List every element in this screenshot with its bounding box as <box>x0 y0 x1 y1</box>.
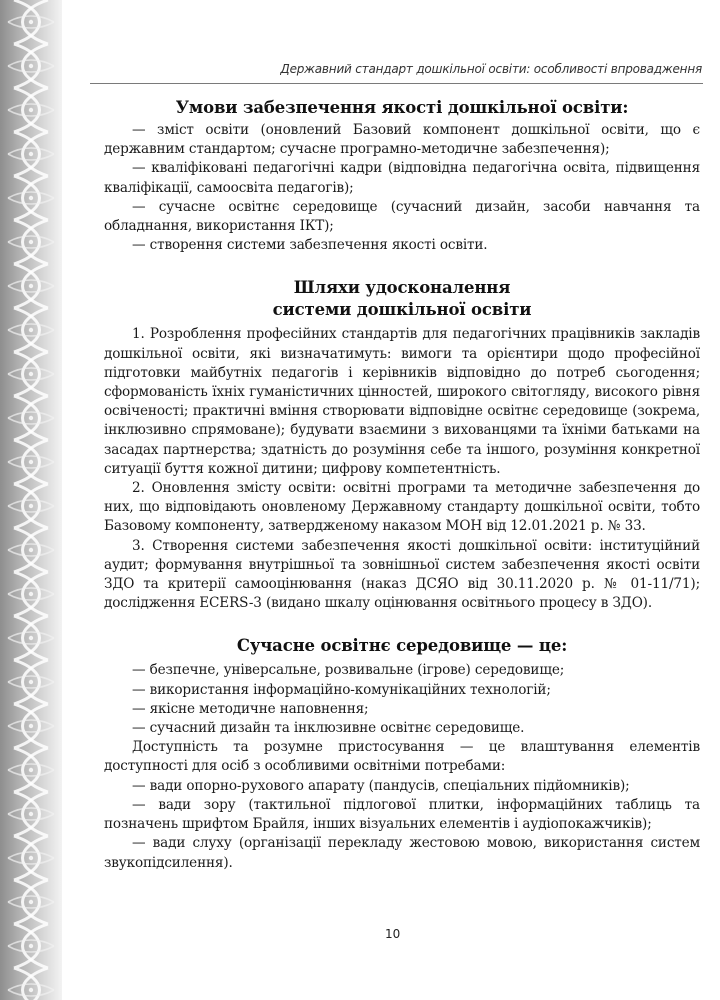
list-item: — вади слуху (організації перекладу жестовою мовою, використання систем звукопідсилення). <box>104 835 700 871</box>
section-title-line: Шляхи удосконалення <box>293 278 511 298</box>
header-divider <box>90 83 703 84</box>
list-item: — вади опорно-рухового апарату (пандусів, спеціальних підйомників); <box>132 777 630 794</box>
list-item: — сучасне освітнє середовище (сучасний дизайн, засоби навчання та обладнання, використання ІКТ); <box>104 198 700 235</box>
paragraph: 2. Оновлення змісту освіти: освітні програми та методичне забезпечення до них, що відповідають оновленому Державному стандарту дошкільної освіти, тобто Базовому компоненту, затвердженому наказом МОН від 12.01.2021 р. № 33. <box>104 480 700 535</box>
braided-ornament-icon <box>0 0 62 1000</box>
paragraph: 3. Створення системи забезпечення якості дошкільної освіти: інституційний аудит; формування внутрішньої та зовнішньої систем забезпечення якості освіти ЗДО та критерії самооцінювання (наказ ДСЯО від 30.11.2020 р. № 01-11/71); дослідження ECERS-3 (видано шкалу оцінювання освітнього процесу в ЗДО). <box>104 537 700 612</box>
list-item: — створення системи забезпечення якості освіти. <box>132 237 488 254</box>
paragraph: Доступність та розумне пристосування — це влаштування елементів доступності для осіб з особливими освітніми потребами: <box>104 739 700 775</box>
list-item: — використання інформаційно-комунікаційних технологій; <box>132 681 551 698</box>
running-header: Державний стандарт дошкільної освіти: особливості впровадження <box>280 62 702 76</box>
page-number: 10 <box>385 927 401 941</box>
paragraph: 1. Розроблення професійних стандартів для педагогічних працівників закладів дошкільної освіти, які визначатимуть: вимоги та орієнтири щодо професійної підготовки майбутніх педагогів і керівників відповідно до потреб сьогодення; сформованість їхніх гуманістичних цінностей, широкого світогляду, високого рівня освіченості; практичні вміння створювати відповідне освітнє середовище (зокрема, інклюзивно спрямоване); будувати взаємини з вихованцями та їхніми батьками на засадах партнерства; здатність до розуміння себе та іншого, розуміння конкретної ситуації буття кожної дитини; цифрову компетентність. <box>104 326 700 477</box>
list-item: — кваліфіковані педагогічні кадри (відповідна педагогічна освіта, підвищення кваліфікації, самоосвіта педагогів); <box>104 160 700 196</box>
list-item: — зміст освіти (оновлений Базовий компонент дошкільної освіти, що є державним стандартом; сучасне програмно-методичне забезпечення); <box>104 122 700 158</box>
section-title-improvement-paths <box>104 277 700 321</box>
section-title-line: системи дошкільної освіти <box>272 300 532 320</box>
page-content <box>104 93 700 873</box>
list-item: — сучасний дизайн та інклюзивне освітнє середовище. <box>132 720 525 737</box>
list-item: — якісне методичне наповнення; <box>132 700 369 717</box>
list-item: — вади зору (тактильної підлогової плитки, інформаційних таблиць та позначень шрифтом Брайля, інших візуальних елементів і аудіопокажчиків); <box>104 796 700 833</box>
section-title-modern-environment: Сучасне освітнє середовище — це: <box>236 636 568 656</box>
list-item: — безпечне, універсальне, розвивальне (ігрове) середовище; <box>132 662 565 679</box>
section-title-quality-conditions: Умови забезпечення якості дошкільної освіти: <box>175 98 629 117</box>
decorative-border <box>0 0 62 1000</box>
